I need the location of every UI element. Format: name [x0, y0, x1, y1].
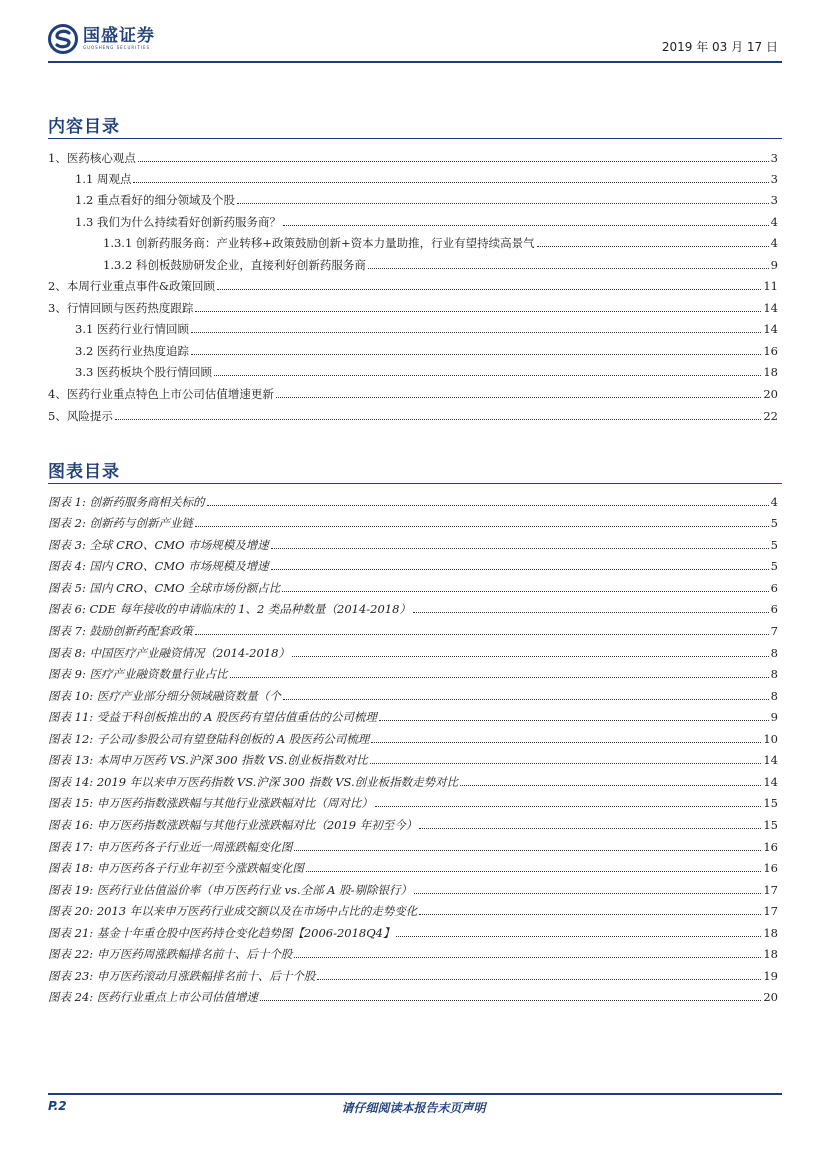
figure-entry-page: 5 — [770, 559, 778, 573]
leader-dots — [396, 936, 761, 937]
toc-title-divider — [48, 138, 782, 139]
toc-entry-label: 1.3.1 创新药服务商：产业转移+政策鼓励创新+资本力量助推，行业有望持续高景气 — [103, 236, 535, 250]
toc-entry-label: 1、医药核心观点 — [48, 151, 136, 165]
toc-entry-label: 5、风险提示 — [48, 409, 113, 423]
figure-entry-page: 20 — [763, 990, 778, 1004]
figure-entry-label: 图表 12: 子公司/参股公司有望登陆科创板的 A 股医药公司梳理 — [48, 732, 370, 746]
leader-dots — [230, 677, 769, 678]
page-header — [48, 24, 782, 62]
figure-entry-label: 图表 7: 鼓励创新药配套政策 — [48, 624, 194, 638]
leader-dots — [419, 828, 761, 829]
toc-entry-page: 11 — [763, 279, 778, 293]
leader-dots — [276, 397, 762, 398]
figure-entry-label: 图表 18: 申万医药各子行业年初至今涨跌幅变化图 — [48, 861, 304, 875]
figure-entry-page: 6 — [770, 602, 778, 616]
toc-entry[interactable] — [75, 192, 778, 208]
figure-entry-page: 10 — [763, 732, 778, 746]
leader-dots — [294, 957, 761, 958]
leader-dots — [413, 612, 769, 613]
toc-entry-label: 3、行情回顾与医药热度跟踪 — [48, 301, 194, 315]
toc-entry-page: 3 — [770, 172, 778, 186]
figure-entry-label: 图表 3: 全球 CRO、CMO 市场规模及增速 — [48, 538, 269, 552]
toc-entry-page: 14 — [763, 301, 778, 315]
toc-entry-page: 18 — [763, 365, 778, 379]
leader-dots — [292, 656, 769, 657]
toc-entry[interactable] — [48, 150, 778, 166]
toc-entry-page: 3 — [770, 151, 778, 165]
logo-subtitle: GUOSHENG SECURITIES — [83, 45, 151, 50]
figure-entry-page: 17 — [763, 883, 778, 897]
figure-entry-label: 图表 24: 医药行业重点上市公司估值增速 — [48, 990, 258, 1004]
figure-entry-label: 图表 17: 申万医药各子行业近一周涨跌幅变化图 — [48, 840, 293, 854]
figure-entry-page: 7 — [770, 624, 778, 638]
toc-entry-label: 4、医药行业重点特色上市公司估值增速更新 — [48, 387, 274, 401]
toc-entry-label: 1.3.2 科创板鼓励研发企业，直接利好创新药服务商 — [103, 258, 366, 272]
figure-entry[interactable] — [48, 515, 778, 531]
toc-entry-label: 1.1 周观点 — [75, 172, 132, 186]
figure-entry[interactable] — [48, 601, 778, 617]
toc-entry-page: 14 — [763, 322, 778, 336]
toc-entry[interactable] — [48, 300, 778, 316]
figure-entry-page: 15 — [763, 818, 778, 832]
figure-entry[interactable] — [48, 580, 778, 596]
figure-entry[interactable] — [48, 709, 778, 725]
figure-entry[interactable] — [48, 817, 778, 833]
leader-dots — [133, 182, 768, 183]
disclaimer-note: 请仔细阅读本报告末页声明 — [341, 1101, 486, 1115]
figure-entry[interactable] — [48, 774, 778, 790]
leader-dots — [368, 268, 769, 269]
figure-entry[interactable] — [48, 903, 778, 919]
toc-entry-page: 16 — [763, 344, 778, 358]
leader-dots — [317, 979, 761, 980]
company-logo — [48, 24, 155, 54]
leader-dots — [379, 720, 769, 721]
leader-dots — [195, 634, 769, 635]
toc-entry-label: 2、本周行业重点事件&政策回顾 — [48, 279, 216, 293]
figure-entry[interactable] — [48, 752, 778, 768]
leader-dots — [195, 526, 769, 527]
toc-entry[interactable] — [75, 321, 778, 337]
figure-entry[interactable] — [48, 645, 778, 661]
figure-entry-label: 图表 2: 创新药与创新产业链 — [48, 516, 194, 530]
toc-entry[interactable] — [48, 408, 778, 424]
toc-entry-label: 1.2 重点看好的细分领域及个股 — [75, 193, 235, 207]
figure-entry-label: 图表 13: 本周申万医药 VS.沪深 300 指数 VS.创业板指数对比 — [48, 753, 368, 767]
leader-dots — [195, 311, 761, 312]
figures-title-divider — [48, 483, 782, 484]
figure-entry[interactable] — [48, 666, 778, 682]
figure-entry[interactable] — [48, 558, 778, 574]
figure-entry-page: 18 — [763, 926, 778, 940]
figure-entry[interactable] — [48, 925, 778, 941]
figure-entry[interactable] — [48, 882, 778, 898]
leader-dots — [282, 591, 768, 592]
figure-entry-label: 图表 4: 国内 CRO、CMO 市场规模及增速 — [48, 559, 269, 573]
figure-entry-page: 16 — [763, 861, 778, 875]
figure-entry-label: 图表 21: 基金十年重仓股中医药持仓变化趋势图【2006-2018Q4】 — [48, 926, 395, 940]
leader-dots — [460, 785, 761, 786]
figure-entry[interactable] — [48, 860, 778, 876]
toc-entry-page: 4 — [770, 215, 778, 229]
figure-entry-page: 14 — [763, 753, 778, 767]
figure-entry[interactable] — [48, 494, 778, 510]
leader-dots — [294, 850, 761, 851]
figure-entry-page: 9 — [770, 710, 778, 724]
leader-dots — [237, 203, 769, 204]
figure-entry-page: 5 — [770, 516, 778, 530]
leader-dots — [207, 505, 769, 506]
toc-entry[interactable] — [75, 364, 778, 380]
toc-entry[interactable] — [75, 171, 778, 187]
figure-entry-page: 8 — [770, 646, 778, 660]
toc-entry-label: 1.3 我们为什么持续看好创新药服务商？ — [75, 215, 281, 229]
figure-entry-label: 图表 19: 医药行业估值溢价率（申万医药行业 vs.全部 A 股-剔除银行） — [48, 883, 413, 897]
leader-dots — [537, 246, 769, 247]
figure-entry-page: 8 — [770, 689, 778, 703]
toc-entry-page: 9 — [770, 258, 778, 272]
leader-dots — [191, 354, 761, 355]
figure-entry-page: 15 — [763, 796, 778, 810]
figure-entry-label: 图表 22: 申万医药周涨跌幅排名前十、后十个股 — [48, 947, 293, 961]
figure-entry-label: 图表 8: 中国医疗产业融资情况（2014-2018） — [48, 646, 290, 660]
figure-entry-label: 图表 1: 创新药服务商相关标的 — [48, 495, 205, 509]
figure-entry-label: 图表 11: 受益于科创板推出的 A 股医药有望估值重估的公司梳理 — [48, 710, 377, 724]
figure-entry[interactable] — [48, 968, 778, 984]
figure-entry-label: 图表 6: CDE 每年接收的申请临床的 1、2 类品种数量（2014-2018） — [48, 602, 411, 616]
leader-dots — [138, 161, 769, 162]
figure-entry[interactable] — [48, 795, 778, 811]
logo-name: 国盛证券 — [83, 26, 155, 46]
figure-entry-label: 图表 16: 申万医药指数涨跌幅与其他行业涨跌幅对比（2019 年初至今） — [48, 818, 418, 832]
toc-entry-label: 3.1 医药行业行情回顾 — [75, 322, 189, 336]
figure-entry[interactable] — [48, 688, 778, 704]
logo-mark-icon — [48, 24, 78, 54]
figure-entry-page: 16 — [763, 840, 778, 854]
toc-entry-page: 22 — [763, 409, 778, 423]
figure-entry-label: 图表 23: 申万医药滚动月涨跌幅排名前十、后十个股 — [48, 969, 316, 983]
figure-entry-page: 19 — [763, 969, 778, 983]
leader-dots — [375, 806, 762, 807]
figure-entry[interactable] — [48, 537, 778, 553]
figure-entry-page: 4 — [770, 495, 778, 509]
leader-dots — [260, 1000, 762, 1001]
figure-entry-label: 图表 15: 申万医药指数涨跌幅与其他行业涨跌幅对比（周对比） — [48, 796, 373, 810]
report-date: 2019 年 03 月 17 日 — [661, 40, 778, 54]
leader-dots — [191, 332, 761, 333]
footer-divider — [48, 1093, 782, 1095]
leader-dots — [371, 742, 761, 743]
leader-dots — [283, 699, 769, 700]
figure-entry-page: 6 — [770, 581, 778, 595]
figures-title: 图表目录 — [48, 462, 120, 482]
figure-entry-page: 17 — [763, 904, 778, 918]
figure-entry-page: 8 — [770, 667, 778, 681]
toc-entry[interactable] — [48, 278, 778, 294]
leader-dots — [271, 548, 769, 549]
toc-entry-page: 3 — [770, 193, 778, 207]
figure-entry[interactable] — [48, 946, 778, 962]
toc-entry[interactable] — [75, 343, 778, 359]
toc-entry-label: 3.3 医药板块个股行情回顾 — [75, 365, 212, 379]
toc-entry-label: 3.2 医药行业热度追踪 — [75, 344, 189, 358]
leader-dots — [115, 419, 762, 420]
figure-entry-label: 图表 5: 国内 CRO、CMO 全球市场份额占比 — [48, 581, 281, 595]
leader-dots — [214, 375, 761, 376]
toc-entry[interactable] — [103, 235, 778, 251]
toc-entry[interactable] — [75, 214, 778, 230]
toc-entry[interactable] — [48, 386, 778, 402]
leader-dots — [217, 289, 761, 290]
figure-entry-label: 图表 20: 2013 年以来申万医药行业成交额以及在市场中占比的走势变化 — [48, 904, 418, 918]
figure-entry[interactable] — [48, 839, 778, 855]
figure-entry-page: 14 — [763, 775, 778, 789]
page-number: P.2 — [48, 1099, 67, 1113]
figure-entry-page: 5 — [770, 538, 778, 552]
figure-entry[interactable] — [48, 623, 778, 639]
figure-entry[interactable] — [48, 731, 778, 747]
leader-dots — [370, 763, 762, 764]
figure-entry-label: 图表 10: 医疗产业部分细分领域融资数量（个 — [48, 689, 281, 703]
figure-entry[interactable] — [48, 989, 778, 1005]
toc-entry-page: 20 — [763, 387, 778, 401]
toc-entry[interactable] — [103, 257, 778, 273]
leader-dots — [271, 569, 769, 570]
toc-entry-page: 4 — [770, 236, 778, 250]
leader-dots — [306, 871, 762, 872]
leader-dots — [419, 914, 761, 915]
toc-title: 内容目录 — [48, 117, 120, 137]
figure-entry-label: 图表 9: 医疗产业融资数量行业占比 — [48, 667, 228, 681]
leader-dots — [414, 893, 761, 894]
figure-entry-page: 18 — [763, 947, 778, 961]
header-divider — [48, 61, 782, 63]
leader-dots — [283, 225, 769, 226]
figure-entry-label: 图表 14: 2019 年以来申万医药指数 VS.沪深 300 指数 VS.创业板指数走势对比 — [48, 775, 459, 789]
